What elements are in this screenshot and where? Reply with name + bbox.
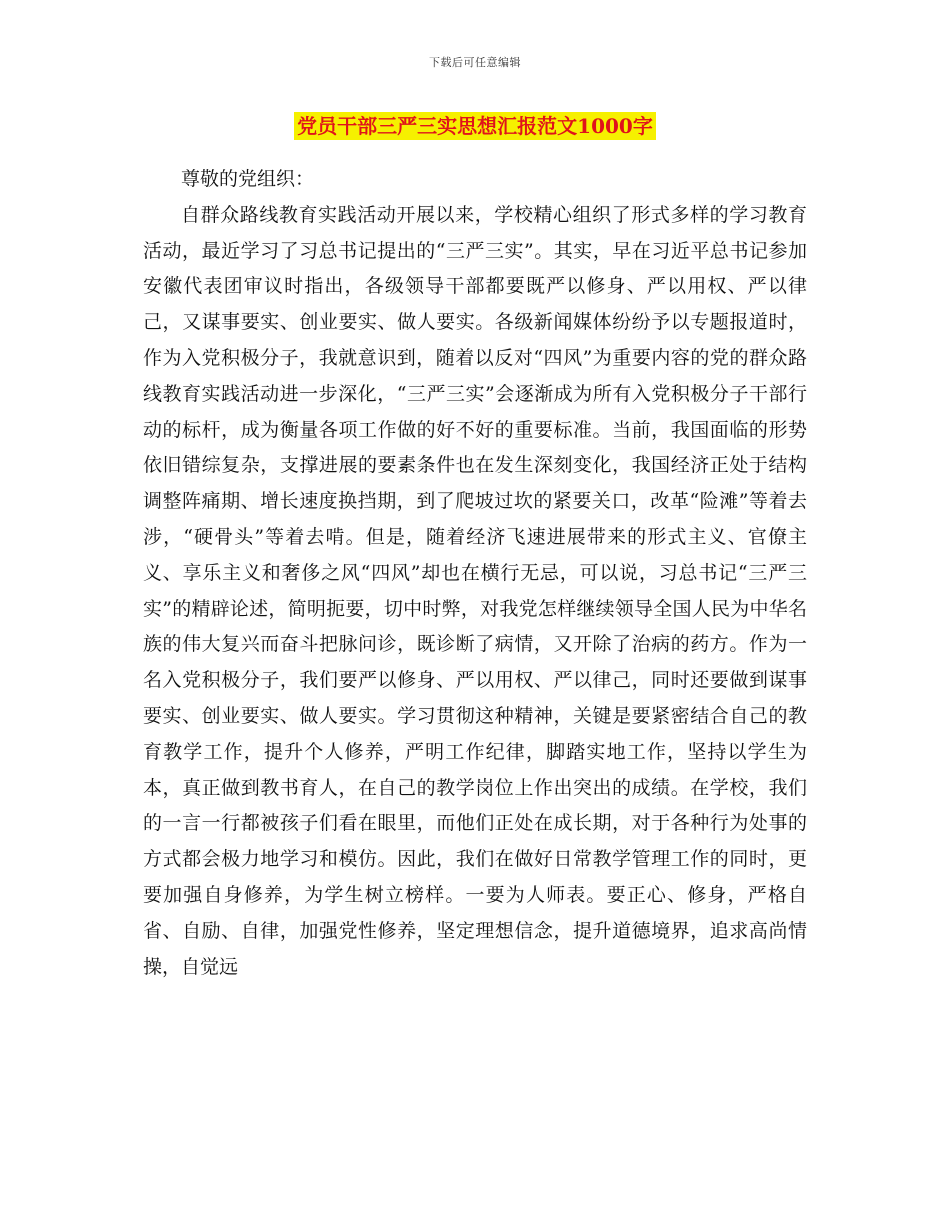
body-paragraph: 自群众路线教育实践活动开展以来，学校精心组织了形式多样的学习教育活动，最近学习了习总书记提出的“三严三实”。其实，早在习近平总书记参加安徽代表团审议时指出，各级领导干部都要既严以修身、严以用权、严以律己，又谋事要实、创业要实、做人要实。各级新闻媒体纷纷予以专题报道时，作为入党积极分子，我就意识到，随着以反对“四风”为重要内容的党的群众路线教育实践活动进一步深化，“三严三实”会逐渐成为所有入党积极分子干部行动的标杆，成为衡量各项工作做的好不好的重要标准。当前，我国面临的形势依旧错综复杂，支撑进展的要素条件也在发生深刻变化，我国经济正处于结构调整阵痛期、增长速度换挡期，到了爬坡过坎的紧要关口，改革“险滩”等着去涉，“硬骨头”等着去啃。但是，随着经济飞速进展带来的形式主义、官僚主义、享乐主义和奢侈之风“四风”却也在横行无忌，可以说，习总书记“三严三实”的精辟论述，简明扼要，切中时弊，对我党怎样继续领导全国人民为中华名族的伟大复兴而奋斗把脉问诊，既诊断了病情，又开除了治病的药方。作为一名入党积极分子，我们要严以修身、严以用权、严以律己，同时还要做到谋事要实、创业要实、做人要实。学习贯彻这种精神，关键是要紧密结合自己的教育教学工作，提升个人修养，严明工作纪律，脚踏实地工作，坚持以学生为本，真正做到教书育人，在自己的教学岗位上作出突出的成绩。在学校，我们的一言一行都被孩子们看在眼里，而他们正处在成长期，对于各种行为处事的方式都会极力地学习和模仿。因此，我们在做好日常教学管理工作的同时，更要加强自身修养，为学生树立榜样。一要为人师表。要正心、修身，严格自省、自励、自律，加强党性修养，坚定理想信念，提升道德境界，追求高尚情操，自觉远 [143, 203, 807, 978]
document-body [143, 162, 807, 985]
salutation: 尊敬的党组织： [181, 168, 315, 190]
document-title: 党员干部三严三实思想汇报范文1000字 [294, 112, 656, 140]
header-note: 下载后可任意编辑 [429, 56, 521, 69]
title-container [0, 112, 950, 140]
